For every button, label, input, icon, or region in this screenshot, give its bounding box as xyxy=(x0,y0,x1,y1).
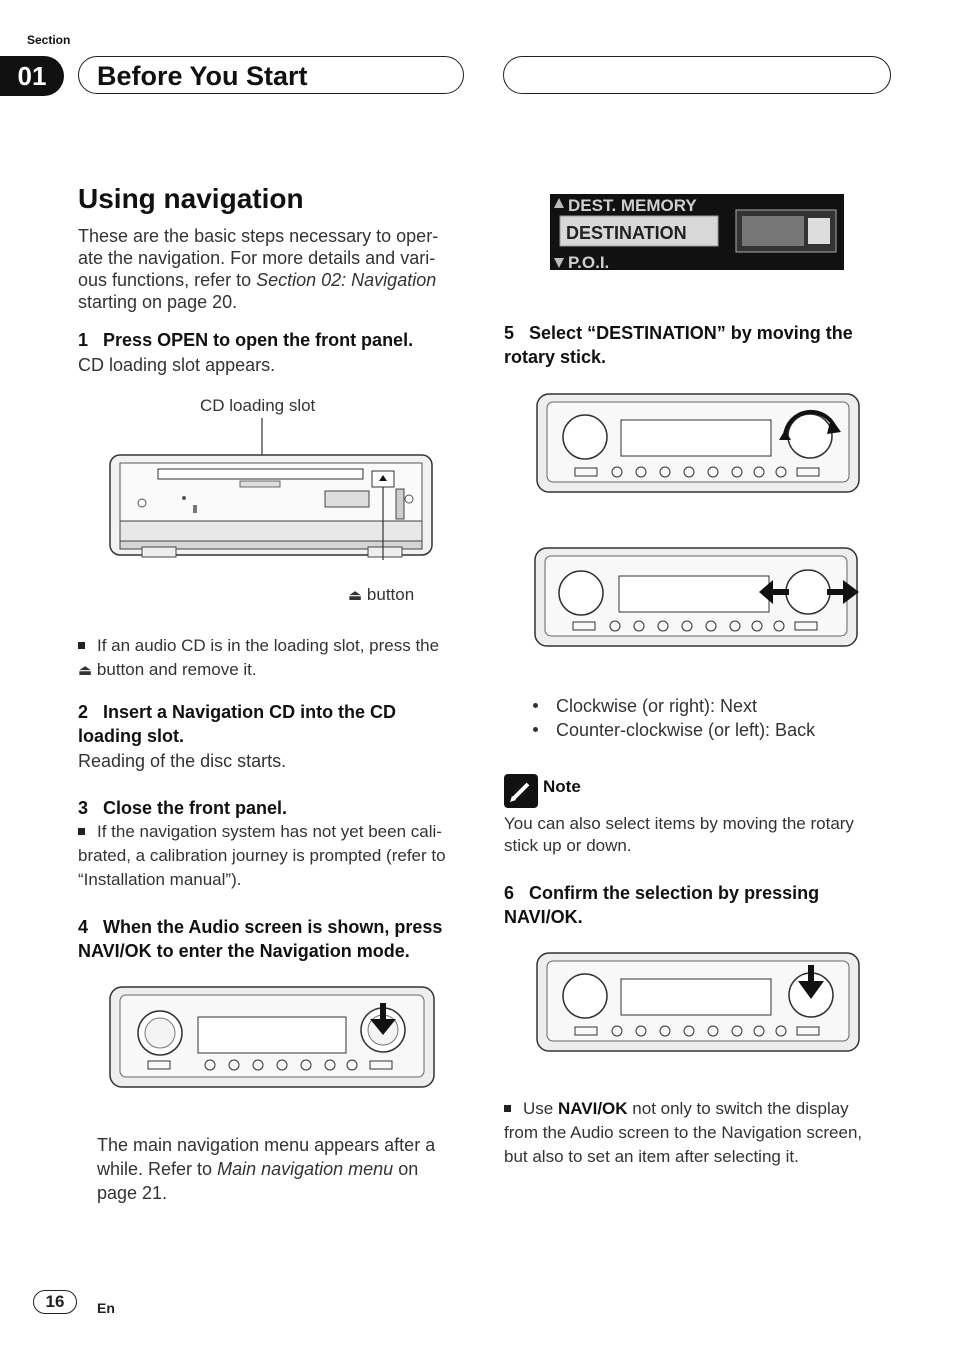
eject-button-label: ⏏ button xyxy=(348,585,415,604)
head-unit-left-right-figure xyxy=(533,546,861,650)
eject-icon: ⏏ xyxy=(78,662,93,679)
step-6-heading: 6 Confirm the selection by pressing NAVI/OK. xyxy=(504,883,820,927)
square-bullet-icon xyxy=(78,828,85,835)
step-3-heading: 3 Close the front panel. xyxy=(78,798,288,818)
note-text: You can also select items by moving the rotary stick up or down. xyxy=(504,814,854,855)
section-label: Section xyxy=(27,33,71,47)
step-4-desc: The main navigation menu appears after a while. Refer to Main navigation menu on page 21. xyxy=(97,1135,436,1203)
svg-text:P.O.I.: P.O.I. xyxy=(568,253,610,270)
open-panel-figure xyxy=(100,415,440,560)
intro-paragraph: These are the basic steps necessary to oper- ate the navigation. For more details and vari- ous functions, refer to Section 02: Navigation starting on page 20. xyxy=(78,226,439,312)
head-unit-press-figure xyxy=(108,985,436,1089)
section-number: 01 xyxy=(0,56,64,96)
square-bullet-icon xyxy=(78,642,85,649)
svg-text:DESTINATION: DESTINATION xyxy=(566,223,687,243)
step-2-heading: 2 Insert a Navigation CD into the CD loading slot. xyxy=(78,702,397,746)
square-bullet-icon xyxy=(504,1105,511,1112)
svg-text:DEST. MEMORY: DEST. MEMORY xyxy=(568,196,697,215)
language-code: En xyxy=(97,1300,115,1316)
dot-bullet-icon xyxy=(533,727,538,732)
bullet-navi-ok: Use NAVI/OK not only to switch the display from the Audio screen to the Navigation screen, but also to set an item after selecting it. xyxy=(504,1099,863,1166)
header-empty-pill xyxy=(503,56,891,94)
step-1-desc: CD loading slot appears. xyxy=(78,355,276,375)
page-number: 16 xyxy=(33,1290,77,1314)
navigation-screen-figure xyxy=(550,194,844,270)
note-title: Note xyxy=(543,777,581,796)
step-1-heading: 1 Press OPEN to open the front panel. xyxy=(78,330,414,350)
rotation-bullets: Clockwise (or right): Next Counter-clockwise (or left): Back xyxy=(533,694,815,742)
bullet-calibration: If the navigation system has not yet been cali- brated, a calibration journey is prompted (refer to “Installation manual”). xyxy=(78,822,446,889)
step-2-desc: Reading of the disc starts. xyxy=(78,751,287,771)
head-unit-rotate-figure xyxy=(535,392,861,496)
chapter-title: Before You Start xyxy=(78,56,464,94)
note-pencil-icon xyxy=(504,774,538,808)
step-4-heading: 4 When the Audio screen is shown, press NAVI/OK to enter the Navigation mode. xyxy=(78,917,443,961)
page-title: Using navigation xyxy=(78,183,304,214)
head-unit-confirm-figure xyxy=(535,951,861,1055)
dot-bullet-icon xyxy=(533,703,538,708)
cd-slot-label: CD loading slot xyxy=(200,396,316,415)
eject-icon: ⏏ xyxy=(348,587,363,604)
step-5-heading: 5 Select “DESTINATION” by moving the rotary stick. xyxy=(504,323,853,367)
bullet-audio-cd: If an audio CD is in the loading slot, press the ⏏ button and remove it. xyxy=(78,636,440,679)
